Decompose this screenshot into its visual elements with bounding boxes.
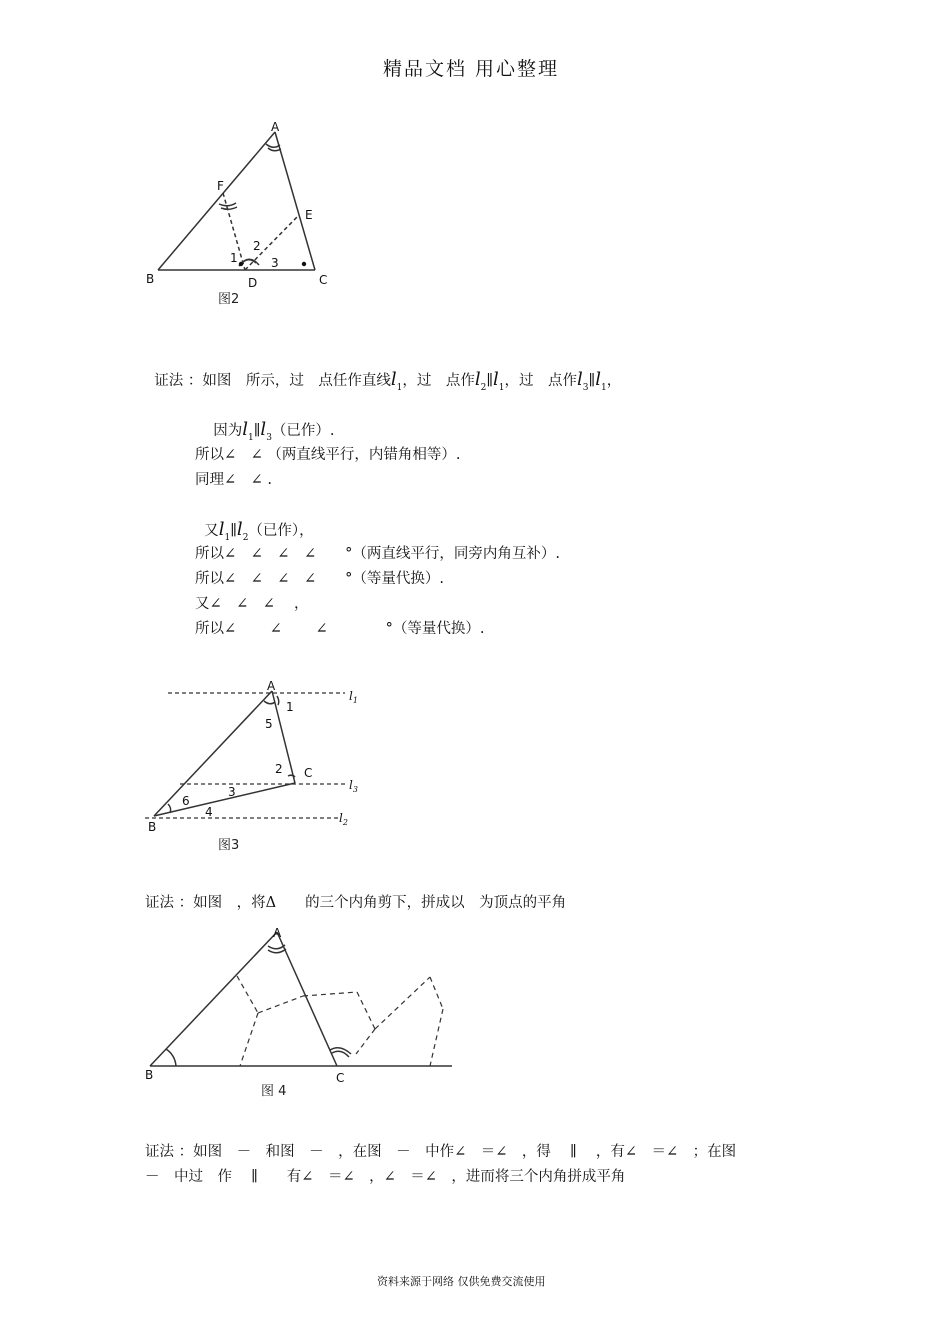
- fig4-caption: 图 4: [261, 1084, 287, 1099]
- fig2-caption: 图2: [218, 292, 240, 307]
- proof1-so2: 所以∠ ∠ ∠ ∠ °（两直线平行，同旁内角互补）.: [195, 546, 560, 562]
- fig2-label-D: D: [248, 276, 258, 290]
- fig2-angle-2: 2: [253, 239, 261, 253]
- fig3-line-l1: $l_1$: [349, 689, 358, 705]
- proof1-because: 因为$l_1\parallel l_3$（已作）.: [213, 419, 335, 443]
- fig4-label-C: C: [336, 1071, 345, 1085]
- fig2-label-C: C: [319, 273, 328, 287]
- fig3-angle-6: 6: [182, 794, 190, 808]
- fig3-angle-2: 2: [275, 762, 283, 776]
- fig2-angle-3: 3: [271, 256, 279, 270]
- proof1-same: 同理∠ ∠ .: [195, 472, 273, 488]
- page-footer: 资料来源于网络 仅供免费交流使用: [377, 1275, 546, 1288]
- fig2-label-F: F: [217, 179, 224, 193]
- proof2-line: 证法 ：如图 ，将Δ 的三个内角剪下，拼成以 为顶点的平角: [145, 895, 567, 911]
- fig3-angle-5: 5: [265, 717, 273, 731]
- proof1-again: 又$l_1\parallel l_2$（已作），: [204, 519, 314, 543]
- fig2-label-B: B: [146, 272, 155, 286]
- fig3-angle-3: 3: [228, 785, 236, 799]
- fig3-angle-4: 4: [205, 805, 213, 819]
- figure-4: [140, 922, 460, 1102]
- figure-3: [140, 676, 380, 861]
- fig3-caption: 图3: [218, 838, 240, 853]
- proof1-so4: 所以∠ ∠ ∠ °（等量代换）.: [195, 621, 485, 637]
- fig3-line-l3: $l_3$: [349, 778, 358, 794]
- proof1-line1: 证法 ：如图 所示，过 点任作直线$l_1$，过 点作$l_2\parallel l_1$，过 点作$l_3\parallel l_1$，: [154, 369, 622, 393]
- proof1-so1: 所以∠ ∠ （两直线平行，内错角相等）.: [195, 447, 461, 463]
- page-header: 精品文档 用心整理: [383, 58, 560, 80]
- fig4-label-B: B: [145, 1068, 154, 1082]
- fig3-line-l2: $l_2$: [339, 811, 348, 827]
- proof3-line2: － 中过 作 ∥ 有∠ ＝∠ ，∠ ＝∠ ，进而将三个内角拼成平角: [145, 1169, 626, 1185]
- fig2-label-A: A: [271, 120, 280, 134]
- fig2-label-E: E: [305, 208, 313, 222]
- figure-2: [140, 118, 360, 313]
- proof3-line1: 证法 ：如图 － 和图 － ，在图 － 中作∠ ＝∠ ，得 ∥ ，有∠ ＝∠ ；在图: [145, 1144, 737, 1160]
- fig3-label-B: B: [148, 820, 157, 834]
- fig3-label-C: C: [304, 766, 313, 780]
- proof1-so3: 所以∠ ∠ ∠ ∠ °（等量代换）.: [195, 571, 444, 587]
- fig2-angle-1: 1: [230, 251, 238, 265]
- proof1-again2: 又∠ ∠ ∠ ，: [195, 596, 309, 612]
- fig4-label-A: A: [273, 926, 282, 940]
- fig3-angle-1: 1: [286, 700, 294, 714]
- fig3-label-A: A: [267, 679, 276, 693]
